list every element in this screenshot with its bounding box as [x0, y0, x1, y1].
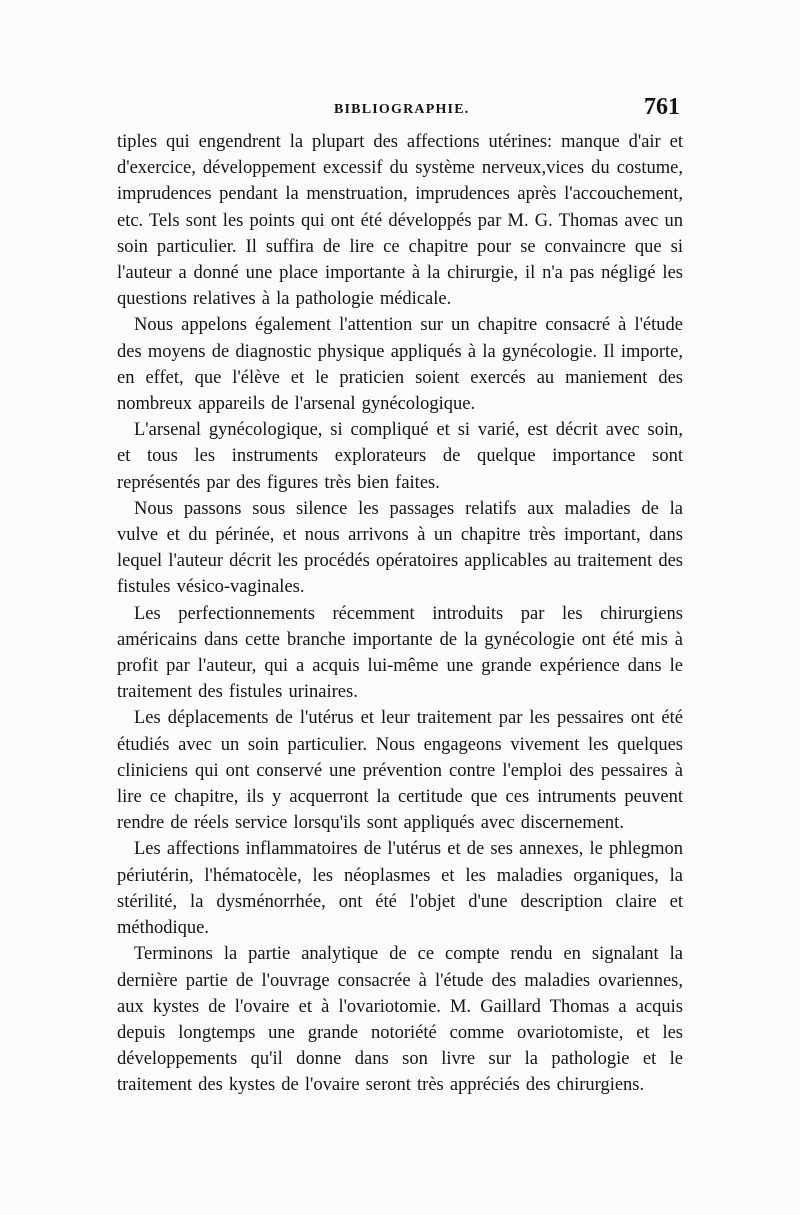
paragraph-diagnostic: Nous appelons également l'attention sur un chapitre consacré à l'étude des moyens de diagnostic physique appliqués à la gynécologie. Il importe, en effet, que l'élève et le praticien soient exercés au maniement des nombreux appareils de l'arsenal gynécologique. [117, 315, 683, 415]
running-title: BIBLIOGRAPHIE. [334, 102, 470, 117]
page-number: 761 [644, 94, 680, 120]
body-text [117, 129, 683, 1099]
paragraph-affections: Les affections inflammatoires de l'utérus et de ses annexes, le phlegmon périutérin, l'hématocèle, les néoplasmes et les maladies organiques, la stérilité, la dysménorrhée, ont été l'objet d'une description claire et méthodique. [117, 839, 683, 939]
paragraph-arsenal: L'arsenal gynécologique, si compliqué et si varié, est décrit avec soin, et tous les instruments explorateurs de quelque importance sont représentés par des figures très bien faites. [117, 420, 683, 493]
paragraph-perfectionnements: Les perfectionnements récemment introduits par les chirurgiens américains dans cette branche importante de la gynécologie ont été mis à profit par l'auteur, qui a acquis lui-même une grande expérience dans le traitement des fistules urinaires. [117, 603, 683, 703]
running-head [0, 94, 800, 124]
paragraph-continuation: tiples qui engendrent la plupart des affections utérines: manque d'air et d'exercice, développement excessif du système nerveux,vices du costume, imprudences pendant la menstruation, imprudences après l'accouchement, etc. Tels sont les points qui ont été développés par M. G. Thomas avec un soin particulier. Il suffira de lire ce chapitre pour se convaincre que si l'auteur a donné une place importante à la chirurgie, il n'a pas négligé les questions relatives à la pathologie médicale. [117, 132, 683, 310]
paragraph-fistules: Nous passons sous silence les passages relatifs aux maladies de la vulve et du périnée, et nous arrivons à un chapitre très important, dans lequel l'auteur décrit les procédés opératoires applicables au traitement des fistules vésico-vaginales. [117, 498, 683, 598]
paragraph-ovariotomie: Terminons la partie analytique de ce compte rendu en signalant la dernière partie de l'ouvrage consacrée à l'étude des maladies ovariennes, aux kystes de l'ovaire et à l'ovariotomie. M. Gaillard Thomas a acquis depuis longtemps une grande notoriété comme ovariotomiste, et les développements qu'il donne dans son livre sur la pathologie et le traitement des kystes de l'ovaire seront très appréciés des chirurgiens. [117, 944, 683, 1096]
paragraph-pessaires: Les déplacements de l'utérus et leur traitement par les pessaires ont été étudiés avec un soin particulier. Nous engageons vivement les quelques cliniciens qui ont conservé une prévention contre l'emploi des pessaires à lire ce chapitre, ils y acquerront la certitude que ces intruments peuvent rendre de réels service lorsqu'ils sont appliqués avec discernement. [117, 708, 683, 834]
